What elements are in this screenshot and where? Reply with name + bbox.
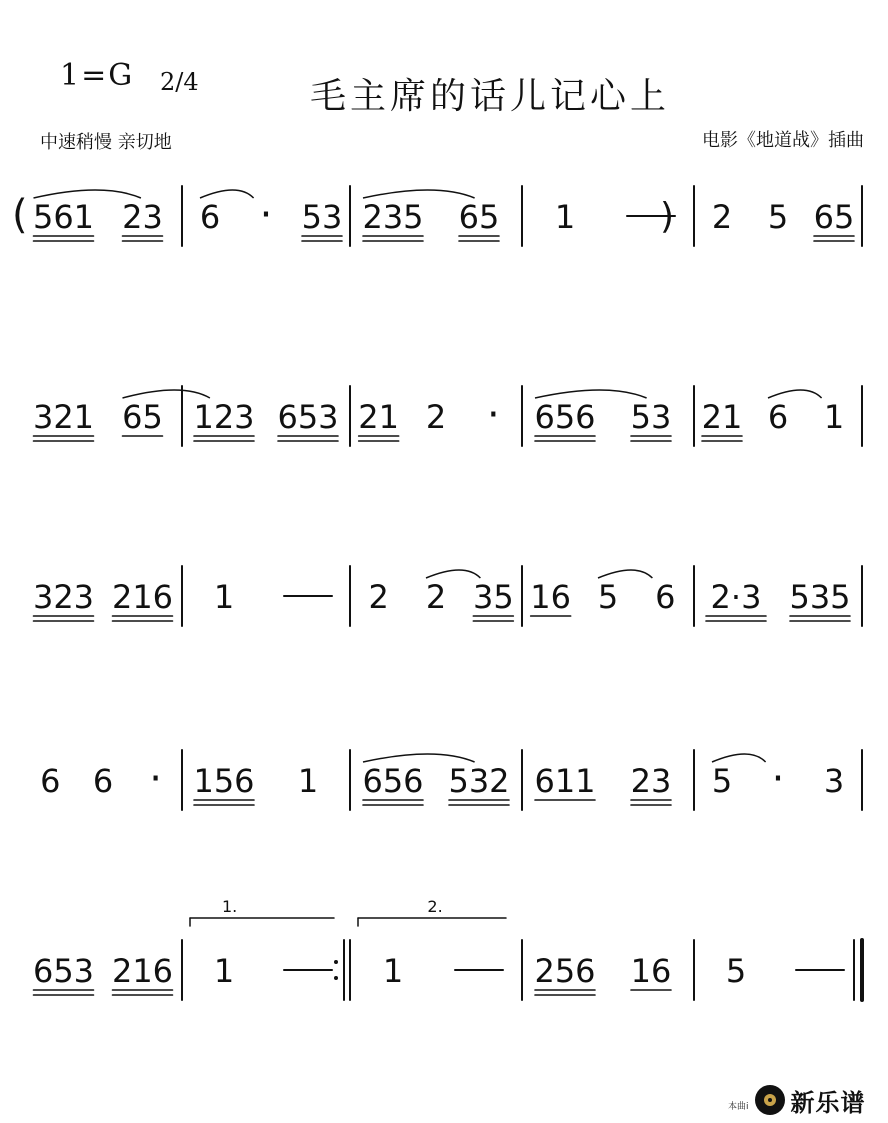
slur-arc [598,570,652,578]
note-group: 16 [530,578,572,616]
time-signature: 2/4 [160,68,199,96]
note-group: 656 [534,398,596,436]
note-group: 6 [655,578,676,616]
slur-arc [363,754,475,762]
note-group: 321 [32,398,95,436]
volta-number: 2. [427,897,443,916]
volta-number: 1. [222,897,238,916]
note-group: 6 [199,198,221,236]
note-group: 1 [554,198,576,236]
note-group: 5 [725,952,747,990]
note-group: 2 [368,578,389,616]
slur-arc [712,754,766,762]
note-group: 561 [32,198,95,236]
repeat-dot [334,976,338,980]
note-group: 16 [630,952,672,990]
slur-arc [768,390,822,398]
note-group: 235 [362,198,424,236]
note-group: 5 [597,578,619,616]
note-group: 6 [92,762,114,800]
watermark [728,1082,866,1118]
record-disc-icon [755,1085,785,1115]
note-group: 2 [711,198,733,236]
tempo-marking: 中速稍慢 亲切地 [40,132,172,153]
song-source: 电影《地道战》插曲 [702,130,864,151]
note-group: 323 [32,578,95,616]
song-title: 毛主席的话儿记心上 [310,76,671,117]
note-group: 1 [213,952,235,990]
note-group: 216 [111,952,174,990]
note-group: 3 [823,762,845,800]
note-group: 653 [32,952,95,990]
slur-arc [535,390,647,398]
repeat-dot [334,960,338,964]
footer-note: 本曲i [728,1101,749,1112]
note-group: 23 [122,198,163,236]
slur-arc [200,190,254,198]
note-group: 53 [630,398,672,436]
note-group: 156 [193,762,255,800]
note-group: 2 [425,578,447,616]
close-parenthesis: ) [660,196,675,237]
dot-extension: · [259,192,273,238]
note-group: 256 [534,952,596,990]
slur-arc [363,190,475,198]
note-group: 53 [301,198,343,236]
note-group: 5 [767,198,789,236]
note-group: 65 [122,398,163,436]
note-group: 65 [813,198,855,236]
note-group: 1 [213,578,235,616]
open-parenthesis: ( [12,192,28,238]
slur-arc [426,570,480,578]
note-group: 656 [362,762,424,800]
note-group: 611 [534,762,596,800]
note-group: 1 [823,398,845,436]
note-group: 653 [277,398,339,436]
slur-arc [123,390,210,398]
note-group: 23 [630,762,672,800]
dot-extension: · [486,392,500,438]
site-logo-text: 新乐谱 [790,1088,866,1117]
dot-extension: · [149,756,163,802]
note-group: 1 [382,952,404,990]
note-group: 123 [193,398,255,436]
note-group: 21 [358,398,400,436]
slur-arc [34,190,141,198]
note-group: 21 [701,398,743,436]
note-group: 35 [472,578,514,616]
note-group: 2·3 [710,578,762,616]
note-group: 216 [111,578,174,616]
note-group: 532 [448,762,510,800]
dot-extension: · [771,756,785,802]
note-group: 6 [40,762,61,800]
key-signature: 1=G [60,58,135,93]
note-group: 65 [458,198,500,236]
note-group: 1 [297,762,319,800]
note-group: 5 [711,762,733,800]
note-group: 2 [425,398,447,436]
note-group: 535 [789,578,851,616]
note-group: 6 [767,398,789,436]
